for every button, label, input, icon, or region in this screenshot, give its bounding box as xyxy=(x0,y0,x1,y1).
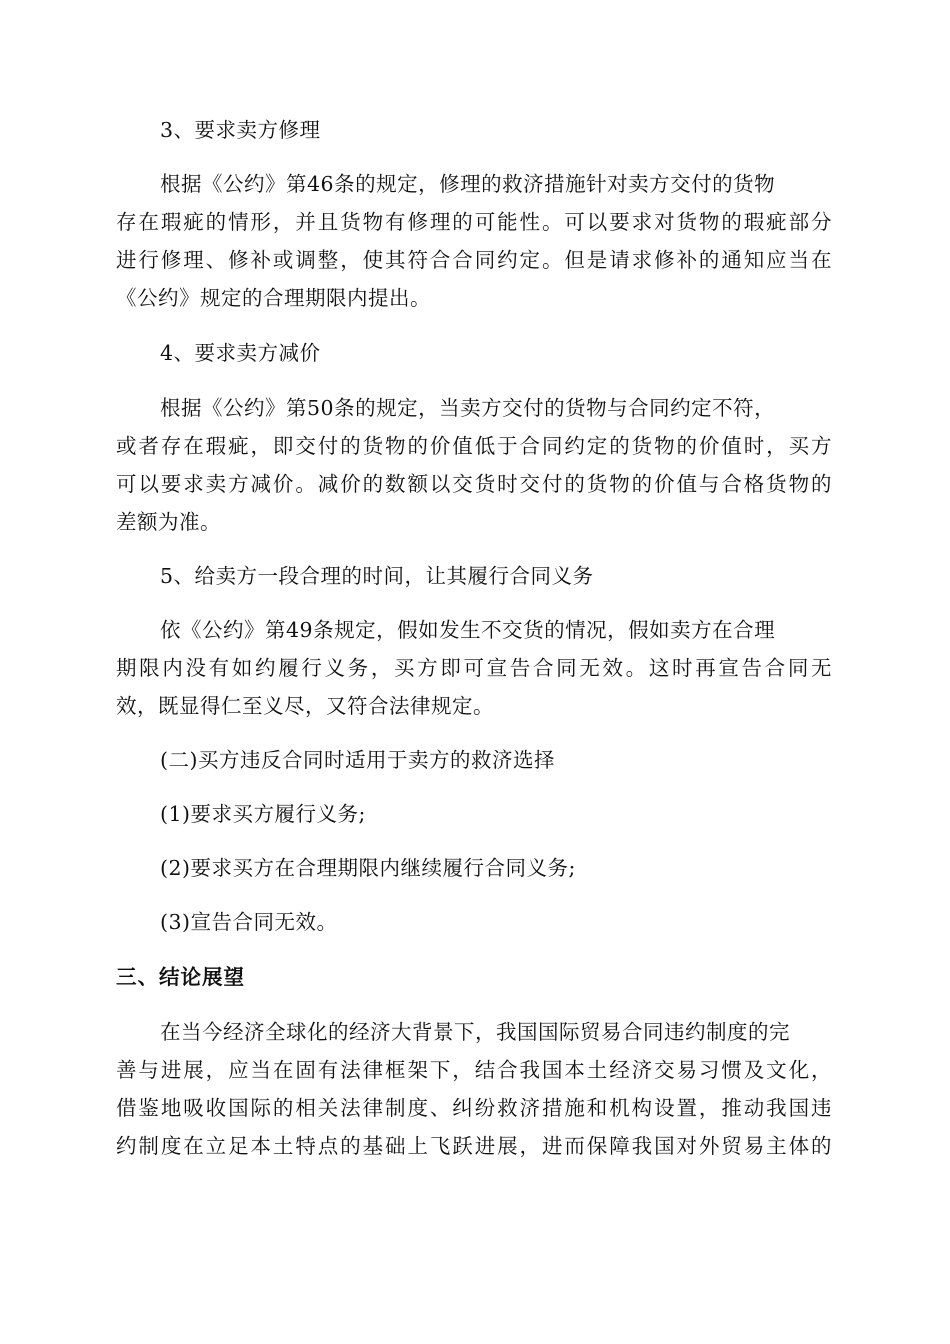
conclusion-line-1: 在当今经济全球化的经济大背景下，我国国际贸易合同违约制度的完 xyxy=(160,1020,790,1044)
section-3-line-2: 存在瑕疵的情形，并且货物有修理的可能性。可以要求对货物的瑕疵部分 xyxy=(116,210,832,234)
section-3-line-3: 进行修理、修补或调整，使其符合合同约定。但是请求修补的通知应当在 xyxy=(116,248,832,272)
remedy-item-3: (3)宣告合同无效。 xyxy=(160,910,338,934)
section-3-line-4: 《公约》规定的合理期限内提出。 xyxy=(116,286,431,310)
section-3-line-1: 根据《公约》第46条的规定，修理的救济措施针对卖方交付的货物 xyxy=(160,172,776,196)
remedy-item-2: (2)要求买方在合理期限内继续履行合同义务; xyxy=(160,856,576,880)
section-3-title: 3、要求卖方修理 xyxy=(160,118,321,142)
conclusion-line-2: 善与进展，应当在固有法律框架下，结合我国本土经济交易习惯及文化， xyxy=(116,1058,832,1082)
section-5-line-3: 效，既显得仁至义尽，又符合法律规定。 xyxy=(116,694,494,718)
section-5-line-2: 期限内没有如约履行义务，买方即可宣告合同无效。这时再宣告合同无 xyxy=(116,656,832,680)
subsection-2-title: (二)买方违反合同时适用于卖方的救济选择 xyxy=(160,748,555,772)
conclusion-line-4: 约制度在立足本土特点的基础上飞跃进展，进而保障我国对外贸易主体的 xyxy=(116,1134,832,1158)
conclusion-heading: 三、结论展望 xyxy=(116,965,245,989)
remedy-item-1: (1)要求买方履行义务; xyxy=(160,802,366,826)
section-5-line-1: 依《公约》第49条规定，假如发生不交货的情况，假如卖方在合理 xyxy=(160,618,776,642)
section-4-line-2: 或者存在瑕疵，即交付的货物的价值低于合同约定的货物的价值时，买方 xyxy=(116,434,832,458)
section-4-line-1: 根据《公约》第50条的规定，当卖方交付的货物与合同约定不符， xyxy=(160,396,776,420)
section-5-title: 5、给卖方一段合理的时间，让其履行合同义务 xyxy=(160,564,594,588)
conclusion-line-3: 借鉴地吸收国际的相关法律制度、纠纷救济措施和机构设置，推动我国违 xyxy=(116,1096,832,1120)
section-4-title: 4、要求卖方减价 xyxy=(160,341,321,365)
section-4-line-4: 差额为准。 xyxy=(116,510,221,534)
section-4-line-3: 可以要求卖方减价。减价的数额以交货时交付的货物的价值与合格货物的 xyxy=(116,472,832,496)
